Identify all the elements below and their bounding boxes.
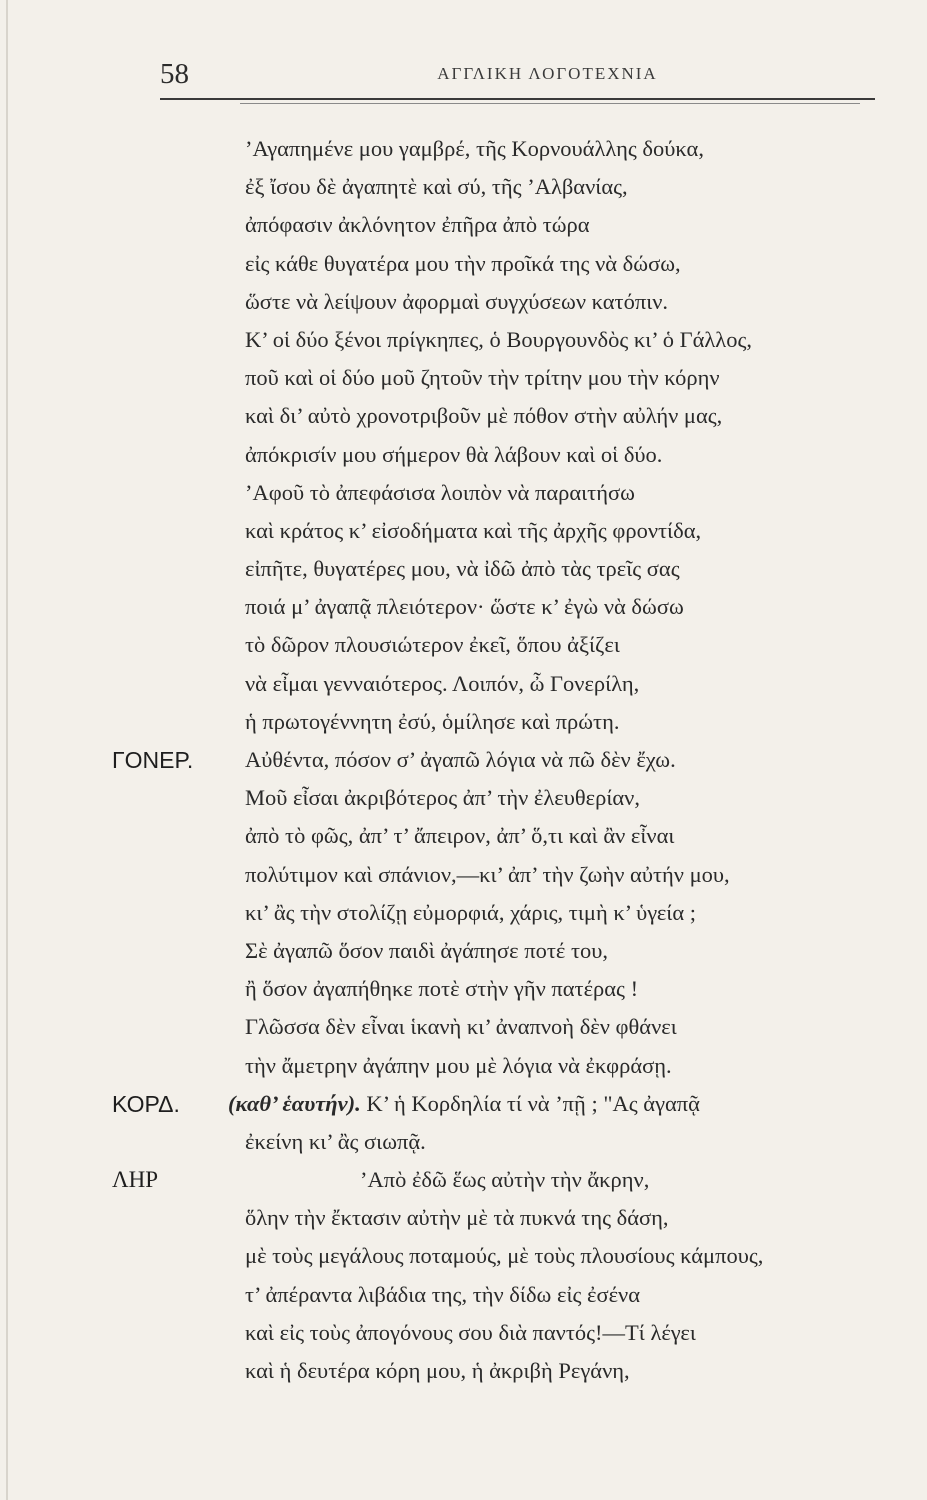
verse-line-text: νὰ εἶμαι γενναιότερος. Λοιπόν, ὦ Γονερίλη, [245, 670, 640, 696]
verse-line [112, 1085, 900, 1123]
verse-line-text: ἐξ ἴσου δὲ ἀγαπητὲ καὶ σύ, τῆς ’Αλβανίας, [245, 174, 628, 200]
verse-line-text: τὴν ἄμετρην ἀγάπην μου μὲ λόγια νὰ ἐκφράσῃ. [245, 1052, 672, 1078]
verse-line-text: Κ’ οἱ δύο ξένοι πρίγκηπες, ὁ Βουργουνδὸς κι’ ὁ Γάλλος, [245, 326, 752, 352]
verse-line-text [228, 1085, 700, 1123]
page-edge [6, 0, 8, 1500]
verse-line [160, 245, 900, 283]
page-header [160, 58, 875, 98]
stage-direction: (καθ’ ἑαυτήν). [228, 1090, 361, 1116]
verse-line-text: ἐκείνη κι’ ἂς σιωπᾷ. [245, 1128, 426, 1154]
verse-line [160, 1199, 900, 1237]
verse-line [160, 1123, 900, 1161]
verse-line [160, 130, 900, 168]
verse-line-text: Σὲ ἀγαπῶ ὅσον παιδὶ ἀγάπησε ποτέ του, [245, 937, 609, 963]
verse-line [160, 206, 900, 244]
verse-line [160, 321, 900, 359]
verse-line-text: καὶ κράτος κ’ εἰσοδήματα καὶ τῆς ἀρχῆς φροντίδα, [245, 517, 702, 543]
verse-line-text: ἀπόκρισίν μου σήμερον θὰ λάβουν καὶ οἱ δύο. [245, 441, 663, 467]
verse-line-text: τ’ ἀπέραντα λιβάδια της, τὴν δίδω εἰς ἐσένα [245, 1281, 641, 1307]
verse-line-text: ἢ ὅσον ἀγαπήθηκε ποτὲ στὴν γῆν πατέρας ! [245, 976, 639, 1002]
verse-line-text: ’Αγαπημένε μου γαμβρέ, τῆς Κορνουάλλης δούκα, [245, 136, 704, 161]
verse-line [112, 1161, 900, 1199]
verse-line [160, 474, 900, 512]
verse-line-text: ’Αφοῦ τὸ ἀπεφάσισα λοιπὸν νὰ παραιτήσω [245, 479, 635, 505]
verse-line-text: Γλῶσσα δὲν εἶναι ἱκανὴ κι’ ἀναπνοὴ δὲν φθάνει [245, 1014, 677, 1040]
verse-line-text: τὸ δῶρον πλουσιώτερον ἐκεῖ, ὅπου ἀξίζει [245, 632, 620, 658]
verse-line-text: πολύτιμον καὶ σπάνιον,—κι’ ἀπ’ τὴν ζωὴν αὐτήν μου, [245, 861, 730, 887]
verse-line [160, 779, 900, 817]
speaker-label: ΛΗΡ [112, 1167, 159, 1193]
verse-line [160, 626, 900, 664]
verse-line-text: μὲ τοὺς μεγάλους ποταμούς, μὲ τοὺς πλουσίους κάμπους, [245, 1243, 764, 1269]
verse-line [160, 932, 900, 970]
verse-line [160, 397, 900, 435]
verse-line-text: ὥστε νὰ λείψουν ἀφορμαὶ συγχύσεων κατόπιν. [245, 288, 669, 314]
verse-line [160, 970, 900, 1008]
verse-line [160, 1276, 900, 1314]
running-title: ΑΓΓΛΙΚΗ ΛΟΓΟΤΕΧΝΙΑ [437, 64, 658, 83]
verse-line [160, 1352, 900, 1390]
verse-line [160, 1237, 900, 1275]
verse-line [160, 588, 900, 626]
verse-line [160, 168, 900, 206]
verse-line-text: εἰπῆτε, θυγατέρες μου, νὰ ἰδῶ ἀπὸ τὰς τρεῖς σας [245, 556, 680, 582]
page-number: 58 [160, 58, 189, 90]
verse-line [160, 665, 900, 703]
verse-line [160, 1008, 900, 1046]
verse-line-text: ἀπόφασιν ἀκλόνητον ἐπῆρα ἀπὸ τώρα [245, 212, 590, 238]
verse-line-text: ποιά μ’ ἀγαπᾷ πλειότερον· ὥστε κ’ ἐγὼ νὰ δώσω [245, 594, 684, 620]
verse-line [160, 283, 900, 321]
verse-line-text: ὅλην τὴν ἔκτασιν αὐτὴν μὲ τὰ πυκνά της δάση, [245, 1205, 669, 1231]
verse-line [160, 856, 900, 894]
verse-line [160, 1314, 900, 1352]
verse-line-text: καὶ ἡ δευτέρα κόρη μου, ἡ ἀκριβὴ Ρεγάνη, [245, 1358, 630, 1383]
verse-line-text: κι’ ἂς τὴν στολίζῃ εὐμορφιά, χάρις, τιμὴ κ’ ὑγεία ; [245, 899, 696, 925]
speaker-label: ΓΟΝΕΡ. [112, 747, 194, 773]
verse-text [112, 130, 900, 1390]
verse-line-text: ἀπὸ τὸ φῶς, ἀπ’ τ’ ἄπειρον, ἀπ’ ὅ,τι καὶ ἂν εἶναι [245, 823, 675, 849]
verse-line-text: καὶ εἰς τοὺς ἀπογόνους σου διὰ παντός!—Τί λέγει [245, 1319, 696, 1345]
verse-line-text: ἡ πρωτογέννητη ἐσύ, ὁμίλησε καὶ πρώτη. [245, 708, 620, 734]
verse-line-content: Κ’ ἡ Κορδηλία τί νὰ ’πῇ ; "Ας ἀγαπᾷ [366, 1090, 700, 1116]
header-rule-thin [240, 103, 860, 104]
verse-line [160, 703, 900, 741]
verse-line [160, 817, 900, 855]
verse-line-text: ’Απὸ ἐδῶ ἕως αὐτὴν τὴν ἄκρην, [360, 1167, 650, 1193]
verse-line-text: ποῦ καὶ οἱ δύο μοῦ ζητοῦν τὴν τρίτην μου τὴν κόρην [245, 365, 720, 391]
verse-line [160, 359, 900, 397]
verse-line-text: Αὐθέντα, πόσον σ’ ἀγαπῶ λόγια νὰ πῶ δὲν ἔχω. [245, 747, 676, 772]
verse-line [160, 894, 900, 932]
verse-line [112, 741, 900, 779]
verse-line [160, 1047, 900, 1085]
verse-line-text: εἰς κάθε θυγατέρα μου τὴν προῖκά της νὰ δώσω, [245, 250, 681, 276]
verse-line [160, 436, 900, 474]
verse-line [160, 512, 900, 550]
verse-line-text: καὶ δι’ αὐτὸ χρονοτριβοῦν μὲ πόθον στὴν αὐλήν μας, [245, 403, 723, 429]
verse-line [160, 550, 900, 588]
header-rule [160, 98, 875, 100]
verse-line-text: Μοῦ εἶσαι ἀκριβότερος ἀπ’ τὴν ἐλευθερίαν, [245, 785, 640, 811]
speaker-label: ΚΟΡΔ. [112, 1090, 180, 1117]
